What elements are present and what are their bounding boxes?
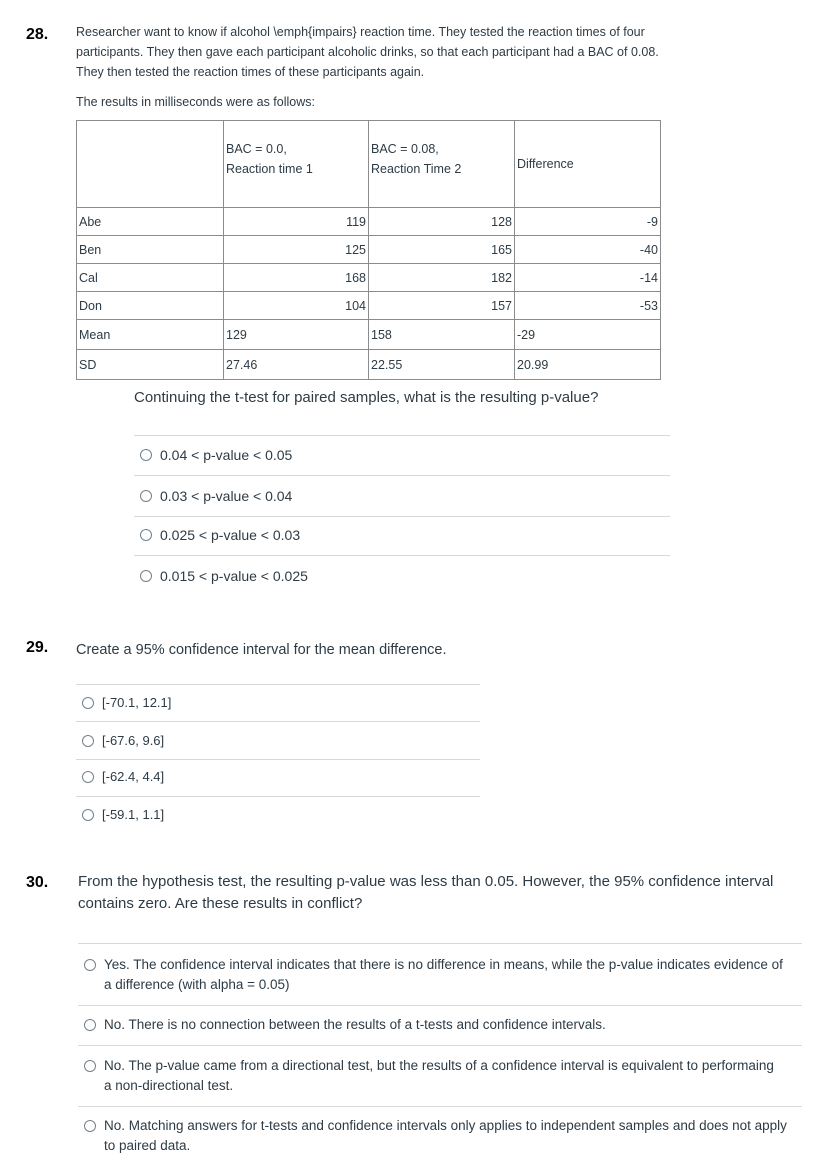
mean-time-1: 129 <box>224 320 369 350</box>
table-row <box>77 236 661 264</box>
sd-time-2: 22.55 <box>369 350 515 380</box>
divider <box>76 721 480 722</box>
radio-button[interactable] <box>82 735 94 747</box>
mean-time-2: 158 <box>369 320 515 350</box>
sd-label: SD <box>77 350 224 380</box>
answer-option[interactable]: Yes. The confidence interval indicates that there is no difference in means, while the p-value indicates evidence of a difference (with alpha = 0.05) <box>84 955 784 995</box>
answer-option[interactable]: No. The p-value came from a directional test, but the results of a confidence interval is equivalent to performaing a non-directional test. <box>84 1056 784 1096</box>
divider <box>78 943 802 944</box>
answer-option[interactable]: 0.04 < p-value < 0.05 <box>140 445 292 465</box>
answer-option[interactable]: No. Matching answers for t-tests and confidence intervals only applies to independent samples and does not apply to paired data. <box>84 1116 794 1156</box>
radio-button[interactable] <box>82 771 94 783</box>
radio-button[interactable] <box>140 490 152 502</box>
radio-button[interactable] <box>82 809 94 821</box>
row-time-1: 125 <box>224 236 369 264</box>
row-name: Abe <box>77 208 224 236</box>
radio-button[interactable] <box>84 1019 96 1031</box>
row-time-1: 119 <box>224 208 369 236</box>
row-name: Don <box>77 292 224 320</box>
divider <box>134 435 670 436</box>
table-row <box>77 264 661 292</box>
answer-option[interactable]: 0.025 < p-value < 0.03 <box>140 525 300 545</box>
header-reaction-time-2: BAC = 0.08, Reaction Time 2 <box>369 121 515 208</box>
radio-button[interactable] <box>140 449 152 461</box>
table-row <box>77 292 661 320</box>
divider <box>134 475 670 476</box>
question-28-text: Continuing the t-test for paired samples, what is the resulting p-value? <box>134 389 599 406</box>
divider <box>134 516 670 517</box>
row-time-2: 165 <box>369 236 515 264</box>
row-time-1: 104 <box>224 292 369 320</box>
row-name: Cal <box>77 264 224 292</box>
row-time-2: 157 <box>369 292 515 320</box>
radio-button[interactable] <box>140 570 152 582</box>
question-30-text: From the hypothesis test, the resulting p-value was less than 0.05. However, the 95% confidence interval contains zero. Are these results in conflict? <box>78 873 774 912</box>
row-difference: -53 <box>515 292 661 320</box>
row-difference: -9 <box>515 208 661 236</box>
header-difference: Difference <box>515 121 661 208</box>
row-time-2: 182 <box>369 264 515 292</box>
answer-option[interactable]: [-59.1, 1.1] <box>82 805 164 825</box>
answer-option[interactable]: 0.015 < p-value < 0.025 <box>140 566 308 586</box>
mean-row <box>77 320 661 350</box>
results-label: The results in milliseconds were as follows: <box>76 95 315 109</box>
radio-button[interactable] <box>84 1060 96 1072</box>
answer-option[interactable]: [-67.6, 9.6] <box>82 731 164 751</box>
header-empty-cell <box>77 121 224 208</box>
divider <box>78 1106 802 1107</box>
radio-button[interactable] <box>140 529 152 541</box>
answer-option[interactable]: 0.03 < p-value < 0.04 <box>140 486 292 506</box>
divider <box>78 1005 802 1006</box>
answer-option[interactable]: [-70.1, 12.1] <box>82 693 171 713</box>
question-29-number: 29. <box>26 639 49 656</box>
answer-option[interactable]: [-62.4, 4.4] <box>82 767 164 787</box>
row-name: Ben <box>77 236 224 264</box>
sd-row <box>77 350 661 380</box>
sd-time-1: 27.46 <box>224 350 369 380</box>
results-table <box>76 120 661 380</box>
mean-difference: -29 <box>515 320 661 350</box>
answer-option[interactable]: No. There is no connection between the results of a t-tests and confidence intervals. <box>84 1015 784 1035</box>
row-difference: -40 <box>515 236 661 264</box>
row-time-2: 128 <box>369 208 515 236</box>
divider <box>76 796 480 797</box>
question-30-number: 30. <box>26 874 49 891</box>
sd-difference: 20.99 <box>515 350 661 380</box>
divider <box>76 759 480 760</box>
mean-label: Mean <box>77 320 224 350</box>
header-reaction-time-1: BAC = 0.0, Reaction time 1 <box>224 121 369 208</box>
row-difference: -14 <box>515 264 661 292</box>
question-28-number: 28. <box>26 26 49 43</box>
divider <box>134 555 670 556</box>
row-time-1: 168 <box>224 264 369 292</box>
radio-button[interactable] <box>84 959 96 971</box>
question-29-text: Create a 95% confidence interval for the mean difference. <box>76 642 447 658</box>
radio-button[interactable] <box>84 1120 96 1132</box>
divider <box>76 684 480 685</box>
table-row <box>77 208 661 236</box>
divider <box>78 1045 802 1046</box>
table-header-row <box>77 121 661 208</box>
question-28-intro: Researcher want to know if alcohol \emph{impairs} reaction time. They tested the reaction times of four participants. They then gave each participant alcoholic drinks, so that each participant had a BAC of 0.08. They then tested the reaction times of these participants again. <box>76 25 659 79</box>
radio-button[interactable] <box>82 697 94 709</box>
